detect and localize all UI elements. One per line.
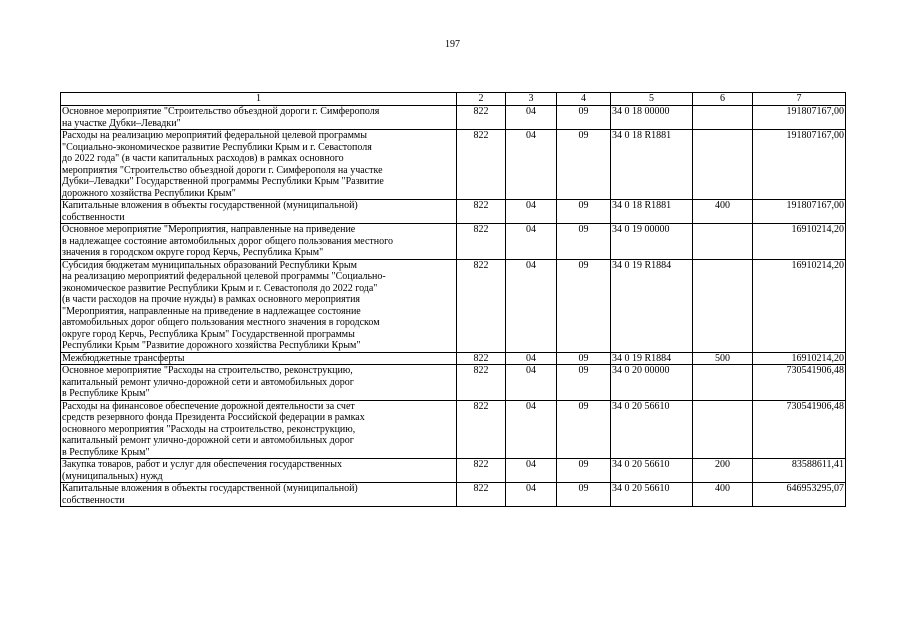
row-rz: 04 — [506, 200, 557, 224]
row-ved: 822 — [457, 365, 506, 401]
row-ved: 822 — [457, 400, 506, 459]
row-rz: 04 — [506, 459, 557, 483]
row-vr: 400 — [693, 483, 753, 507]
row-csr: 34 0 18 00000 — [611, 106, 693, 130]
page-number: 197 — [445, 39, 460, 50]
row-csr: 34 0 20 56610 — [611, 400, 693, 459]
row-pr: 09 — [557, 259, 611, 352]
row-sum: 730541906,48 — [753, 365, 846, 401]
row-csr: 34 0 20 00000 — [611, 365, 693, 401]
row-vr — [693, 365, 753, 401]
header-col-4: 4 — [557, 93, 611, 106]
row-sum: 730541906,48 — [753, 400, 846, 459]
row-sum: 16910214,20 — [753, 259, 846, 352]
row-pr: 09 — [557, 352, 611, 365]
row-rz: 04 — [506, 224, 557, 260]
header-row — [61, 93, 846, 106]
row-rz: 04 — [506, 365, 557, 401]
row-vr — [693, 130, 753, 200]
row-ved: 822 — [457, 224, 506, 260]
row-pr: 09 — [557, 106, 611, 130]
row-sum: 16910214,20 — [753, 224, 846, 260]
row-sum: 16910214,20 — [753, 352, 846, 365]
row-vr — [693, 259, 753, 352]
row-pr: 09 — [557, 400, 611, 459]
row-sum: 83588611,41 — [753, 459, 846, 483]
row-name: Расходы на финансовое обеспечение дорожной деятельности за счет средств резервного фонда Президента Российской федерации в рамках основного мероприятия "Расходы на строительство, реконструкцию, капитальный ремонт улично-дорожной сети и автомобильных дорог в Республике Крым" — [61, 400, 457, 459]
row-ved: 822 — [457, 106, 506, 130]
row-pr: 09 — [557, 130, 611, 200]
row-csr: 34 0 19 R1884 — [611, 259, 693, 352]
row-vr — [693, 224, 753, 260]
row-rz: 04 — [506, 483, 557, 507]
row-name: Капитальные вложения в объекты государственной (муниципальной) собственности — [61, 483, 457, 507]
row-csr: 34 0 19 00000 — [611, 224, 693, 260]
row-ved: 822 — [457, 130, 506, 200]
row-name: Основное мероприятие "Строительство объездной дороги г. Симферополя на участке Дубки–Левадки" — [61, 106, 457, 130]
row-name: Межбюджетные трансферты — [61, 352, 457, 365]
row-vr: 500 — [693, 352, 753, 365]
row-name: Капитальные вложения в объекты государственной (муниципальной) собственности — [61, 200, 457, 224]
table-row — [61, 400, 846, 459]
row-rz: 04 — [506, 106, 557, 130]
header-col-3: 3 — [506, 93, 557, 106]
row-pr: 09 — [557, 459, 611, 483]
row-rz: 04 — [506, 400, 557, 459]
table-row — [61, 130, 846, 200]
budget-table — [60, 92, 846, 507]
row-sum: 191807167,00 — [753, 200, 846, 224]
row-ved: 822 — [457, 483, 506, 507]
row-rz: 04 — [506, 130, 557, 200]
header-col-5: 5 — [611, 93, 693, 106]
row-name: Основное мероприятие "Расходы на строительство, реконструкцию, капитальный ремонт улично-дорожной сети и автомобильных дорог в Республике Крым" — [61, 365, 457, 401]
row-vr: 400 — [693, 200, 753, 224]
row-csr: 34 0 20 56610 — [611, 483, 693, 507]
table-row — [61, 483, 846, 507]
row-csr: 34 0 19 R1884 — [611, 352, 693, 365]
row-pr: 09 — [557, 483, 611, 507]
row-sum: 191807167,00 — [753, 130, 846, 200]
row-vr — [693, 106, 753, 130]
row-ved: 822 — [457, 352, 506, 365]
table-row — [61, 259, 846, 352]
row-name: Субсидия бюджетам муниципальных образований Республики Крым на реализацию мероприятий федеральной целевой программы "Социально- экономическое развитие Республики Крым и г. Севастополя до 2022 года" (в части расходов на прочие нужды) в рамках основного мероприятия "Мероприятия, направленные на приведение в надлежащее состояние автомобильных дорог общего пользования местного значения в городском округе город Керчь, Республика Крым" Государственной программы Республики Крым "Развитие дорожного хозяйства Республики Крым" — [61, 259, 457, 352]
row-vr — [693, 400, 753, 459]
table-row — [61, 352, 846, 365]
row-pr: 09 — [557, 200, 611, 224]
table-row — [61, 200, 846, 224]
row-vr: 200 — [693, 459, 753, 483]
table-row — [61, 106, 846, 130]
row-name: Основное мероприятие "Мероприятия, направленные на приведение в надлежащее состояние автомобильных дорог общего пользования местного значения в городском округе город Керчь, Республика Крым" — [61, 224, 457, 260]
row-pr: 09 — [557, 365, 611, 401]
row-pr: 09 — [557, 224, 611, 260]
table-row — [61, 224, 846, 260]
row-ved: 822 — [457, 200, 506, 224]
row-ved: 822 — [457, 459, 506, 483]
row-rz: 04 — [506, 352, 557, 365]
table-row — [61, 459, 846, 483]
header-col-1: 1 — [61, 93, 457, 106]
row-csr: 34 0 20 56610 — [611, 459, 693, 483]
header-col-6: 6 — [693, 93, 753, 106]
table-row — [61, 365, 846, 401]
header-col-7: 7 — [753, 93, 846, 106]
row-sum: 646953295,07 — [753, 483, 846, 507]
row-csr: 34 0 18 R1881 — [611, 200, 693, 224]
row-name: Расходы на реализацию мероприятий федеральной целевой программы "Социально-экономическое развитие Республики Крым и г. Севастополя до 2022 года" (в части капитальных расходов) в рамках основного мероприятия "Строительство объездной дороги г. Симферополя на участке Дубки–Левадки" Государственной программы Республики Крым "Развитие дорожного хозяйства Республики Крым" — [61, 130, 457, 200]
row-rz: 04 — [506, 259, 557, 352]
header-col-2: 2 — [457, 93, 506, 106]
row-csr: 34 0 18 R1881 — [611, 130, 693, 200]
row-name: Закупка товаров, работ и услуг для обеспечения государственных (муниципальных) нужд — [61, 459, 457, 483]
row-sum: 191807167,00 — [753, 106, 846, 130]
row-ved: 822 — [457, 259, 506, 352]
